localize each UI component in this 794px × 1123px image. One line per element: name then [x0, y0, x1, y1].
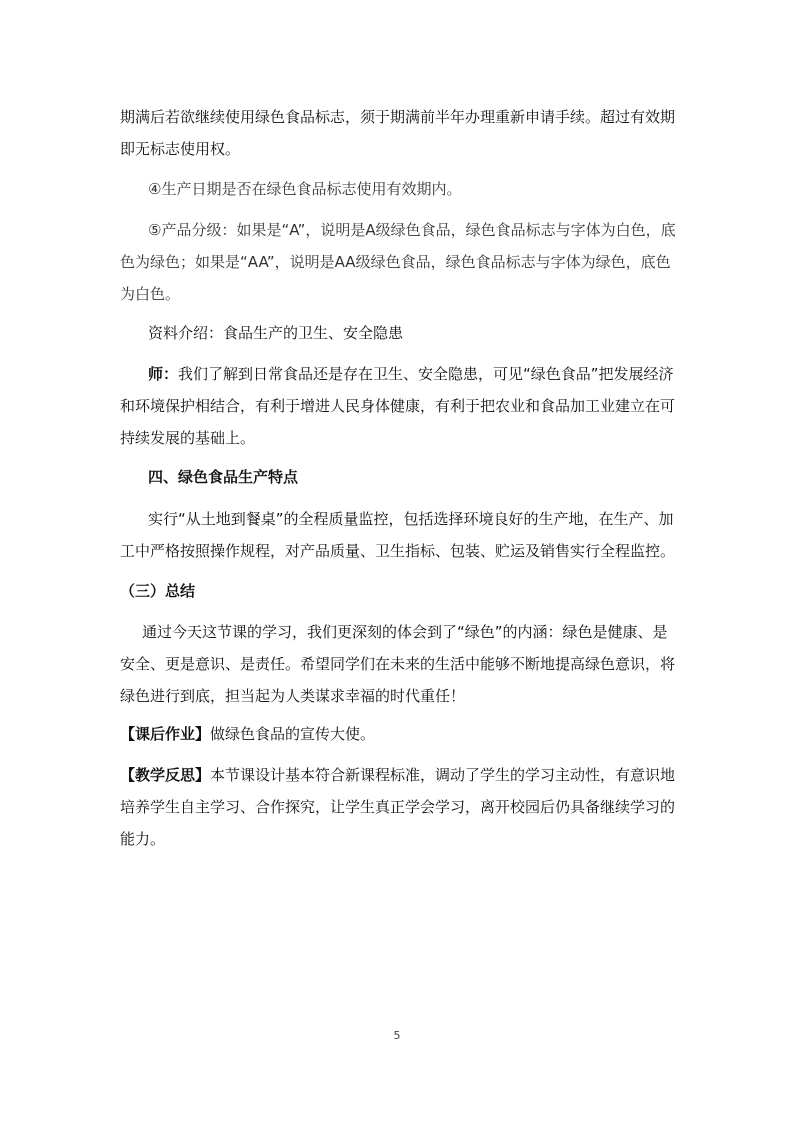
paragraph-quality-monitoring: 实行“从土地到餐桌”的全程质量监控，包括选择环境良好的生产地，在生产、加工中严格按照操作规程，对产品质量、卫生指标、包装、贮运及销售实行全程监控。 — [120, 510, 676, 560]
paragraph-production-date: ④生产日期是否在绿色食品标志使用有效期内。 — [148, 180, 462, 198]
paragraph-summary: 通过今天这节课的学习，我们更深刻的体会到了“绿色”的内涵：绿色是健康、是安全、更是意识、是责任。希望同学们在未来的生活中能够不断地提高绿色意识，将绿色进行到底，担当起为人类谋求幸福的时代重任！ — [120, 623, 676, 705]
homework-label: 【课后作业】 — [120, 725, 211, 743]
teacher-label: 师： — [148, 365, 179, 383]
reflection-label: 【教学反思】 — [120, 766, 211, 784]
teacher-remark-text: 我们了解到日常食品还是存在卫生、安全隐患，可见“绿色食品”把发展经济和环境保护相结合，有利于增进人民身体健康，有利于把农业和食品加工业建立在可持续发展的基础上。 — [120, 365, 676, 447]
paragraph-teacher-remark — [120, 358, 682, 454]
paragraph-material-intro: 资料介绍：食品生产的卫生、安全隐患 — [148, 324, 404, 342]
section-heading-production-features: 四、绿色食品生产特点 — [148, 468, 299, 486]
paragraph-product-grading: ⑤产品分级：如果是“A”，说明是A级绿色食品，绿色食品标志与字体为白色，底色为绿色；如果是“AA”，说明是AA级绿色食品，绿色食品标志与字体为绿色，底色为白色。 — [120, 221, 676, 303]
paragraph-homework — [120, 718, 682, 750]
paragraph-validity-renewal: 期满后若欲继续使用绿色食品标志，须于期满前半年办理重新申请手续。超过有效期即无标志使用权。 — [120, 108, 676, 158]
section-heading-summary: （三）总结 — [120, 582, 196, 600]
reflection-text: 本节课设计基本符合新课程标准，调动了学生的学习主动性，有意识地培养学生自主学习、合作探究，让学生真正学会学习，离开校园后仍具备继续学习的能力。 — [120, 766, 676, 848]
homework-text: 做绿色食品的宣传大使。 — [210, 725, 376, 743]
page-number: 5 — [393, 1029, 401, 1042]
paragraph-teaching-reflection — [120, 759, 682, 855]
